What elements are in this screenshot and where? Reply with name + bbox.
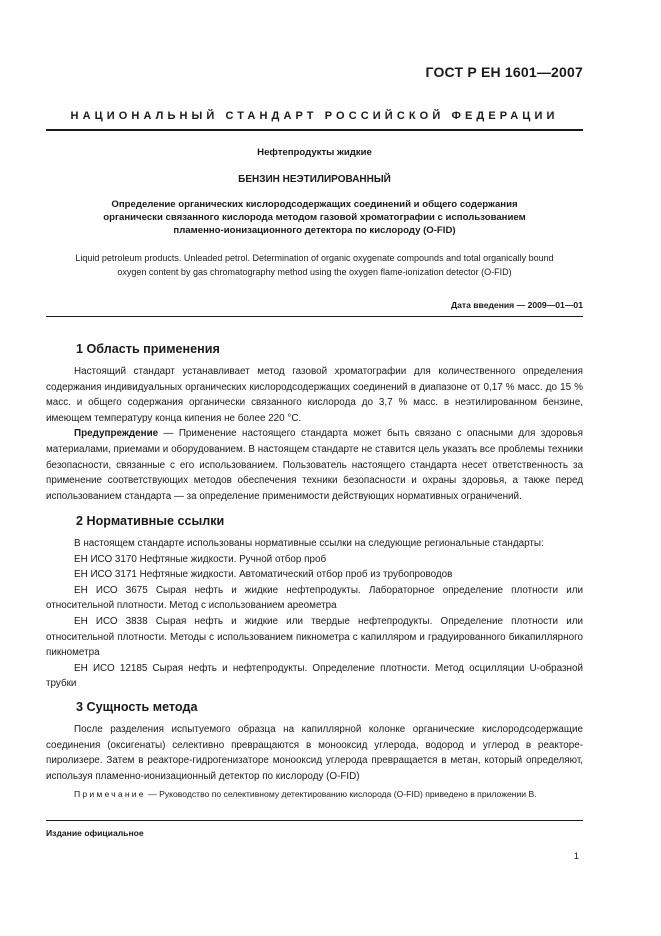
subtitle-line: органически связанного кислорода методом газовой хроматографии с использованием [103,212,526,223]
english-title-line: oxygen content by gas chromatography method using the oxygen flame-ionization detector (O-FID) [117,267,512,277]
introduction-date: Дата введения — 2009—01—01 [450,300,583,310]
edition-label: Издание официальное [46,828,144,838]
note-label: Примечание [74,789,146,800]
note-paragraph [46,788,583,801]
paragraph: В настоящем стандарте использованы нормативные ссылки на следующие региональные стандарты: [74,538,544,549]
paragraph: Настоящий стандарт устанавливает метод газовой хроматографии для количественного определения содержания индивидуальных органических кислородсодержащих соединений в диапазоне от 0,17 % масс. до 15 % масс. и общего содержания органически связанного кислорода до 3,7 % масс. в неэтилированном бензине, имеющем температуру конца кипения не более 220 °C. [46,366,583,424]
note-text: — Руководство по селективному детектированию кислорода (O-FID) приведено в приложении В. [148,789,537,800]
title-category: Нефтепродукты жидкие [257,147,372,158]
date-rule [46,316,583,317]
warning-label: Предупреждение [74,428,159,440]
standard-code: ГОСТ Р ЕН 1601—2007 [425,64,583,80]
subtitle-line: пламенно-ионизационного детектора по кислороду (O-FID) [173,225,456,236]
subtitle-line: Определение органических кислородсодержащих соединений и общего содержания [111,199,518,210]
section-heading: 3 Сущность метода [76,700,198,714]
reference-item: ЕН ИСО 3675 Сырая нефть и жидкие нефтепродукты. Лабораторное определение плотности или относительной плотности. Метод с использованием ареометра [46,584,583,612]
reference-item: ЕН ИСО 3170 Нефтяные жидкости. Ручной отбор проб [74,553,327,565]
title-subtitle [46,198,583,237]
warning-text: — Применение настоящего стандарта может быть связано с опасными для здоровья материалами, приемами и оборудованием. В настоящем стандарте не ставится цель указать все проблемы техники безопасности, связанные с его использованием. Пользователь настоящего стандарта несет ответственность за применение соответствующих методов обеспечения техники безопасности и охраны здоровья, а также перед использованием стандарта — за определение применимости действующих нормативных ограничений. [46,428,583,502]
reference-item: ЕН ИСО 12185 Сырая нефть и нефтепродукты. Определение плотности. Метод осцилляции U-образной трубки [46,662,583,690]
english-title-line: Liquid petroleum products. Unleaded petrol. Determination of organic oxygenate compounds and total organically bound [75,253,554,263]
header-rule [46,129,583,131]
section-method-principle [46,700,583,801]
section-heading: 2 Нормативные ссылки [76,514,225,528]
section-normative-references [46,514,583,692]
section-scope [46,342,583,504]
warning-paragraph [46,426,583,504]
section-heading: 1 Область применения [76,342,220,356]
footer-rule [46,820,583,821]
national-standard-banner: НАЦИОНАЛЬНЫЙ СТАНДАРТ РОССИЙСКОЙ ФЕДЕРАЦИИ [70,110,559,122]
paragraph: После разделения испытуемого образца на капиллярной колонке органические кислородсодержащие соединения (оксигенаты) селективно превращаются в монооксид углерода, водород и углерод в реакторе-пиролизере. Затем в реакторе-гидрогенизаторе монооксид углерода превращается в метан, который определяют, используя пламенно-ионизационный детектор по кислороду (O-FID) [46,724,583,782]
reference-item: ЕН ИСО 3171 Нефтяные жидкости. Автоматический отбор проб из трубопроводов [74,569,453,581]
title-main: БЕНЗИН НЕЭТИЛИРОВАННЫЙ [238,174,391,185]
english-title [46,251,583,279]
reference-item: ЕН ИСО 3838 Сырая нефть и жидкие или твердые нефтепродукты. Определение плотности или относительной плотности. Методы с использованием пикнометра с капилляром и градуированного бикапиллярного пикнометра [46,615,583,659]
page-number: 1 [573,851,579,862]
